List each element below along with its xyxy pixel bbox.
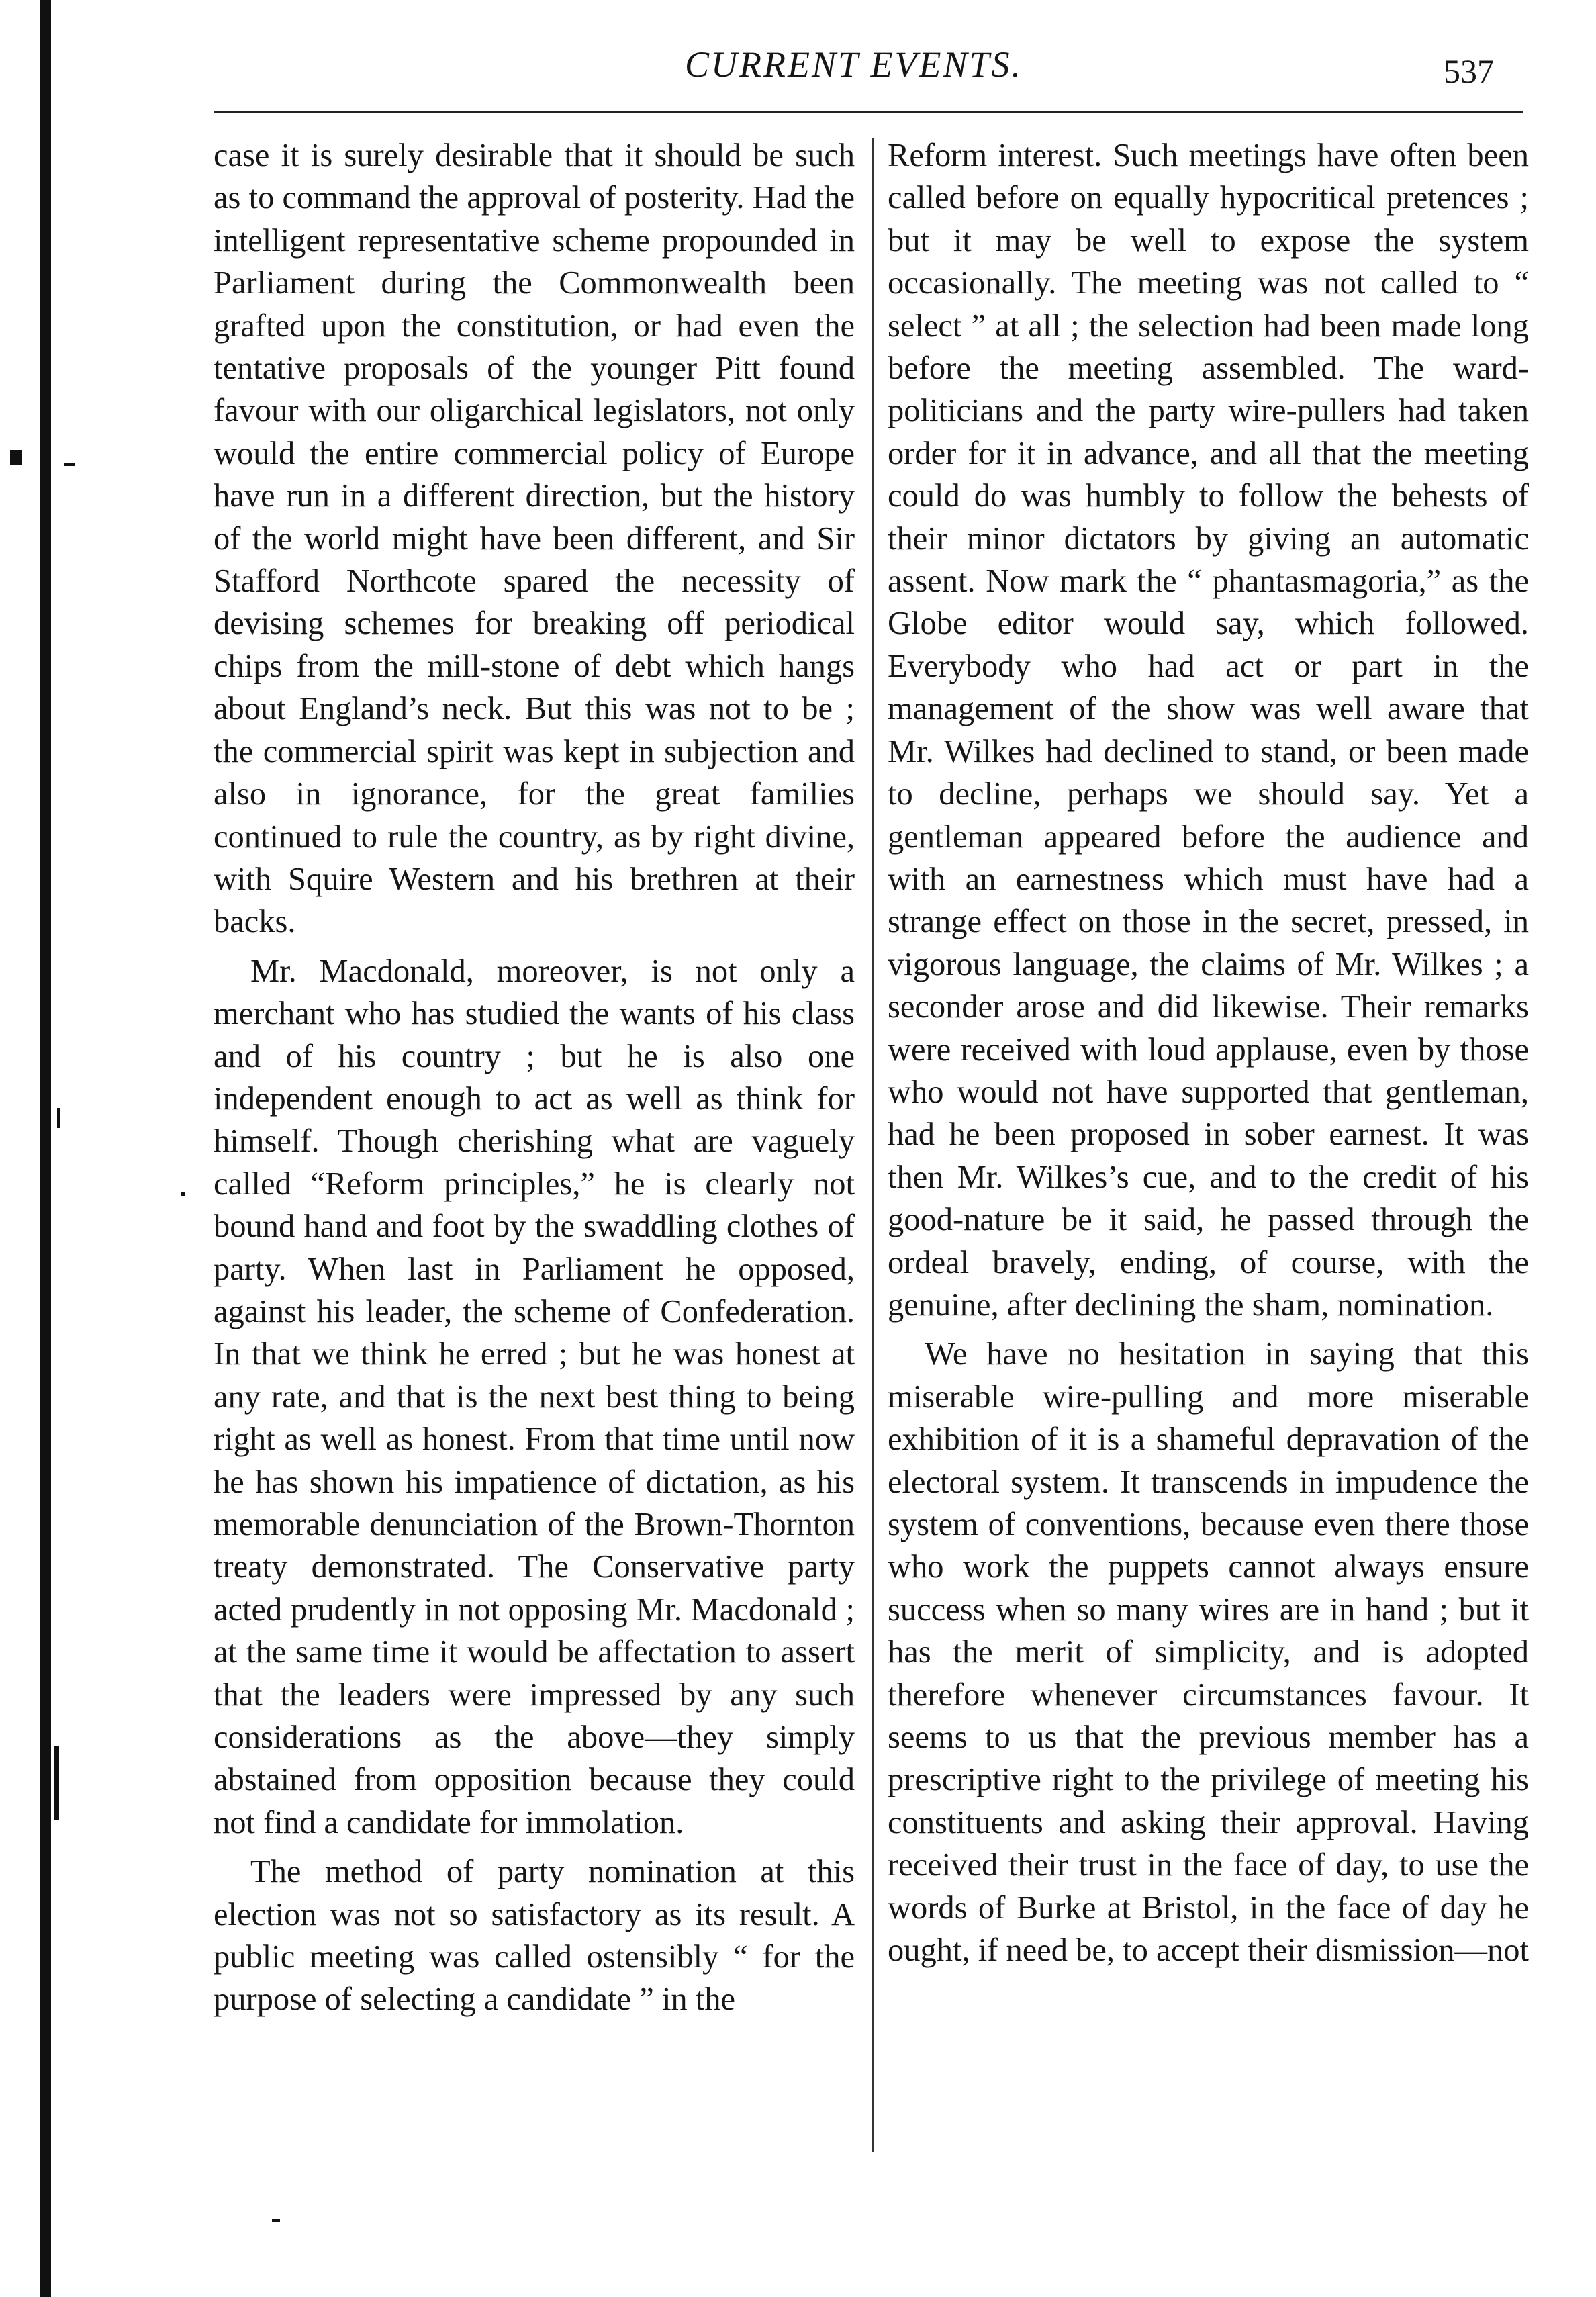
margin-mark [10, 450, 22, 465]
header-rule [214, 111, 1523, 113]
right-column [888, 134, 1529, 1971]
margin-mark [57, 1108, 60, 1128]
margin-mark [181, 1192, 185, 1196]
column-rule [872, 138, 874, 2152]
paragraph: Mr. Macdonald, moreover, is not only a merchant who has studied the wants of his class and of his country ; but he is also one independent enough to act as well as think for himself. Though cherishing what are vaguely called “Reform principles,” he is clearly not bound hand and foot by the swaddling clothes of party. When last in Parliament he opposed, against his leader, the scheme of Confederation. In that we think he erred ; but he was honest at any rate, and that is the next best thing to being right as well as honest. From that time until now he has shown his impatience of dictation, as his memorable denunciation of the Brown-Thornton treaty demonstrated. The Conservative party acted prudently in not opposing Mr. Macdonald ; at the same time it would be affectation to assert that the leaders were impressed by any such considerations as the above—they simply abstained from opposition because they could not find a candidate for immolation. [214, 953, 855, 1840]
left-column [214, 134, 855, 2021]
paragraph: The method of party nomination at this election was not so satisfactory as its result. A public meeting was called ostensibly “ for the purpose of selecting a candidate ” in the [214, 1854, 855, 2018]
running-head [0, 37, 1596, 104]
running-title: CURRENT EVENTS. [685, 44, 1023, 85]
paragraph: We have no hesitation in saying that this miserable wire-pulling and more miserable exhibition of it is a shameful depravation of the electoral system. It transcends in impudence the system of conventions, because even there those who work the puppets cannot always ensure success when so many wires are in hand ; but it has the merit of simplicity, and is adopted therefore whenever circumstances favour. It seems to us that the previous member has a prescriptive right to the privilege of meeting his constituents and asking their approval. Having received their trust in the face of day, to use the words of Burke at Bristol, in the face of day he ought, if need be, to accept their dismission—not [888, 1336, 1529, 1969]
margin-mark [272, 2219, 280, 2222]
margin-mark [54, 1746, 59, 1820]
binding-edge [40, 0, 51, 2297]
margin-mark [64, 463, 75, 466]
paragraph: Reform interest. Such meetings have often been called before on equally hypocritical pretences ; but it may be well to expose the system occasionally. The meeting was not called to “ select ” at all ; the selection had been made long before the meeting assembled. The ward-politicians and the party wire-pullers had taken order for it in advance, and all that the meeting could do was humbly to follow the behests of their minor dictators by giving an automatic assent. Now mark the “ phantasmagoria,” as the Globe editor would say, which followed. Everybody who had act or part in the management of the show was well aware that Mr. Wilkes had declined to stand, or been made to decline, perhaps we should say. Yet a gentleman appeared before the audience and with an earnestness which must have had a strange effect on those in the secret, pressed, in vigorous language, the claims of Mr. Wilkes ; a seconder arose and did likewise. Their remarks were received with loud applause, even by those who would not have supported that gentleman, had he been proposed in sober earnest. It was then Mr. Wilkes’s cue, and to the credit of his good-nature be it said, he passed through the ordeal bravely, ending, of course, with the genuine, after declining the sham, nomination. [888, 138, 1529, 1323]
paragraph: case it is surely desirable that it should be such as to command the approval of posterity. Had the intelligent representative scheme propounded in Parliament during the Commonwealth been grafted upon the constitution, or had even the tentative proposals of the younger Pitt found favour with our oligarchical legislators, not only would the entire commercial policy of Europe have run in a different direction, but the history of the world might have been different, and Sir Stafford Northcote spared the necessity of devising schemes for breaking off periodical chips from the mill-stone of debt which hangs about England’s neck. But this was not to be ; the commercial spirit was kept in subjection and also in ignorance, for the great families continued to rule the country, as by right divine, with Squire Western and his brethren at their backs. [214, 138, 855, 940]
page-number: 537 [1444, 52, 1494, 90]
